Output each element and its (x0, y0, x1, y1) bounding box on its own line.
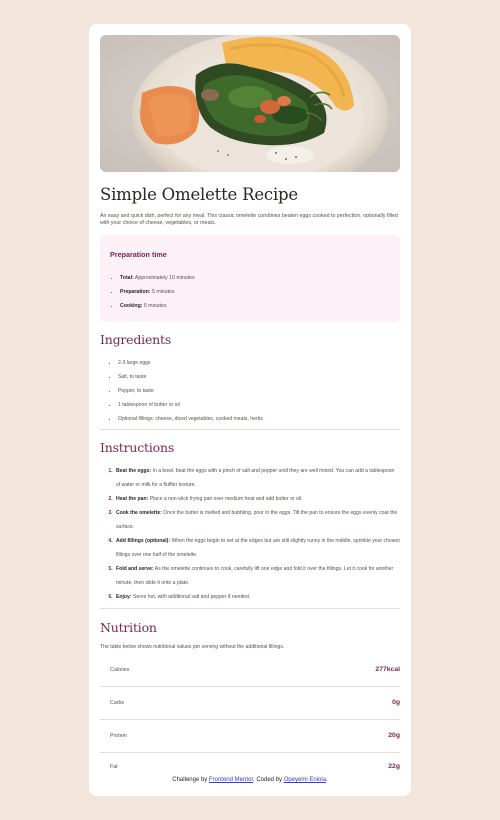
step-label: Heat the pan: (116, 496, 149, 503)
attribution-suffix: . (326, 777, 328, 783)
instruction-step (114, 464, 400, 492)
instruction-step (114, 492, 400, 506)
step-text: Place a non-stick frying pan over medium heat and add butter or oil. (148, 496, 303, 503)
prep-item-total (120, 271, 390, 285)
prep-item-cooking (120, 299, 390, 313)
list-item: • Salt, to taste (118, 370, 400, 384)
nutrition-subtitle: The table below shows nutritional values per serving without the additional fillings. (100, 644, 285, 651)
divider (100, 608, 400, 609)
ingredients-heading: Ingredients (100, 332, 172, 348)
prep-value: 5 minutes (150, 289, 175, 296)
list-item: • 1 tablespoon of butter or oil (118, 398, 400, 412)
list-item: • Pepper, to taste (118, 384, 400, 398)
prep-value: Approximately 10 minutes (133, 275, 195, 282)
attribution-prefix: Challenge by (172, 777, 209, 783)
instructions-list (100, 464, 400, 604)
recipe-title: Simple Omelette Recipe (100, 185, 298, 204)
frontend-mentor-link[interactable]: Frontend Mentor (208, 777, 253, 783)
nutrition-table (100, 653, 400, 780)
table-row (100, 653, 400, 686)
nutrient-name: Carbs (100, 686, 238, 719)
step-text: When the eggs begin to set at the edges but are still slightly runny in the middle, sprinkle your chosen fillings over one half of the omelette. (116, 538, 400, 559)
step-text: Serve hot, with additional salt and pepper if needed. (131, 594, 251, 601)
step-text: In a bowl, beat the eggs with a pinch of salt and pepper until they are well mixed. You can add a tablespoon of water or milk for a fluffier texture. (116, 468, 395, 489)
instructions-section (100, 440, 400, 604)
table-row (100, 686, 400, 719)
list-item: • Optional fillings: cheese, diced vegetables, cooked meats, herbs (118, 412, 400, 426)
recipe-intro: An easy and quick dish, perfect for any meal. This classic omelette combines beaten eggs cooked to perfection, optionally filled with your choice of cheese, vegetables, or meats. (100, 213, 398, 227)
ingredients-section (100, 332, 400, 426)
nutrient-name: Calories (100, 653, 238, 686)
instruction-step (114, 506, 400, 534)
nutrition-heading: Nutrition (100, 620, 157, 636)
prep-item-preparation (120, 285, 390, 299)
prep-heading: Preparation time (110, 250, 167, 260)
instructions-heading: Instructions (100, 440, 175, 456)
author-link[interactable]: Opeyemi Eniola (283, 777, 327, 783)
recipe-card (89, 24, 411, 796)
instruction-step (114, 562, 400, 590)
attribution (89, 777, 411, 783)
table-row (100, 719, 400, 752)
nutrition-section (100, 620, 400, 780)
instruction-step (114, 534, 400, 562)
step-label: Add fillings (optional): (116, 538, 171, 545)
preparation-time-box (100, 235, 400, 322)
prep-label: Preparation: (120, 289, 151, 296)
nutrient-value: 277kcal (238, 653, 400, 686)
prep-label: Total: (120, 275, 134, 282)
divider (100, 429, 400, 430)
step-text: Once the butter is melted and bubbling, pour in the eggs. Tilt the pan to ensure the eggs evenly coat the surface. (116, 510, 398, 531)
list-item: • 2-3 large eggs (118, 356, 400, 370)
nutrient-value: 0g (238, 686, 400, 719)
prep-value: 5 minutes (142, 303, 167, 310)
step-label: Fold and serve: (116, 566, 154, 573)
instruction-step (114, 590, 400, 604)
step-label: Beat the eggs: (116, 468, 152, 475)
omelette-photo (100, 35, 400, 172)
nutrient-name: Protein (100, 719, 238, 752)
step-label: Cook the omelette: (116, 510, 162, 517)
step-label: Enjoy: (116, 594, 132, 601)
prep-label: Cooking: (120, 303, 143, 310)
nutrient-value: 20g (238, 719, 400, 752)
attribution-middle: . Coded by (253, 777, 284, 783)
prep-list (110, 271, 390, 313)
nutrient-value: 22g (388, 763, 400, 771)
step-text: As the omelette continues to cook, carefully lift one edge and fold it over the fillings. Let it cook for another minute, then slide it onto a plate. (116, 566, 394, 587)
ingredients-list (100, 356, 400, 426)
nutrient-name: Fat (110, 763, 118, 770)
